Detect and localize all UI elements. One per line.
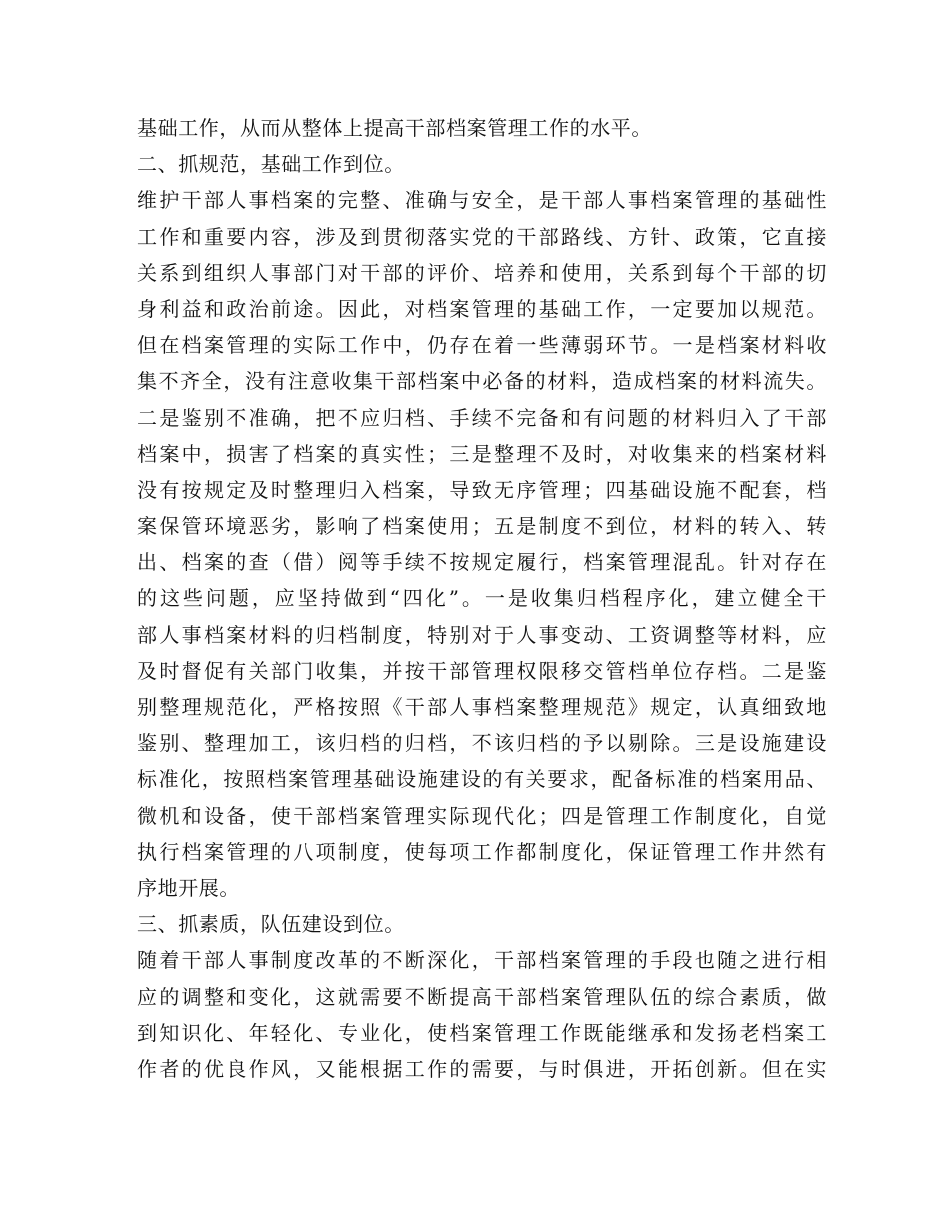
text-line: 身利益和政治前途。因此，对档案管理的基础工作，一定要加以规范。 [137,296,827,321]
text-line: 二、抓规范，基础工作到位。 [137,152,405,177]
text-line: 及时督促有关部门收集，并按干部管理权限移交管档单位存档。二是鉴 [137,658,827,683]
text-line: 作者的优良作风，又能根据工作的需要，与时俱进，开拓创新。但在实 [137,1056,827,1081]
text-line: 执行档案管理的八项制度，使每项工作都制度化，保证管理工作井然有 [137,839,827,864]
text-line: 别整理规范化，严格按照《干部人事档案整理规范》规定，认真细致地 [137,695,827,719]
text-line: 工作和重要内容，涉及到贯彻落实党的干部路线、方针、政策，它直接 [137,224,827,249]
text-line: 到知识化、年轻化、专业化，使档案管理工作既能继承和发扬老档案工 [137,1020,827,1045]
text-line: 没有按规定及时整理归入档案，导致无序管理；四基础设施不配套，档 [137,477,827,502]
text-line: 应的调整和变化，这就需要不断提高干部档案管理队伍的综合素质，做 [137,984,827,1009]
text-line: 的这些问题，应坚持做到“四化”。一是收集归档程序化，建立健全干 [137,586,827,611]
text-line: 档案中，损害了档案的真实性；三是整理不及时，对收集来的档案材料 [137,441,827,466]
text-line: 鉴别、整理加工，该归档的归档，不该归档的予以剔除。三是设施建设 [137,731,827,756]
text-line: 三、抓素质，队伍建设到位。 [137,912,405,937]
text-line: 关系到组织人事部门对干部的评价、培养和使用，关系到每个干部的切 [137,260,827,285]
text-line: 序地开展。 [137,875,240,900]
text-line: 维护干部人事档案的完整、准确与安全，是干部人事档案管理的基础性 [137,188,827,213]
text-line: 集不齐全，没有注意收集干部档案中必备的材料，造成档案的材料流失。 [137,369,827,394]
text-line: 出、档案的查（借）阅等手续不按规定履行，档案管理混乱。针对存在 [137,550,827,575]
text-line: 标准化，按照档案管理基础设施建设的有关要求，配备标准的档案用品、 [137,767,827,792]
text-line: 微机和设备，使干部档案管理实际现代化；四是管理工作制度化，自觉 [137,803,827,828]
text-line: 基础工作，从而从整体上提高干部档案管理工作的水平。 [137,116,652,140]
text-line: 案保管环境恶劣，影响了档案使用；五是制度不到位，材料的转入、转 [137,514,827,539]
text-line: 部人事档案材料的归档制度，特别对于人事变动、工资调整等材料，应 [137,622,827,647]
document-body [137,110,827,1087]
text-line: 但在档案管理的实际工作中，仍存在着一些薄弱环节。一是档案材料收 [137,333,827,358]
text-line: 随着干部人事制度改革的不断深化，干部档案管理的手段也随之进行相 [137,948,827,973]
text-line: 二是鉴别不准确，把不应归档、手续不完备和有问题的材料归入了干部 [137,405,827,430]
